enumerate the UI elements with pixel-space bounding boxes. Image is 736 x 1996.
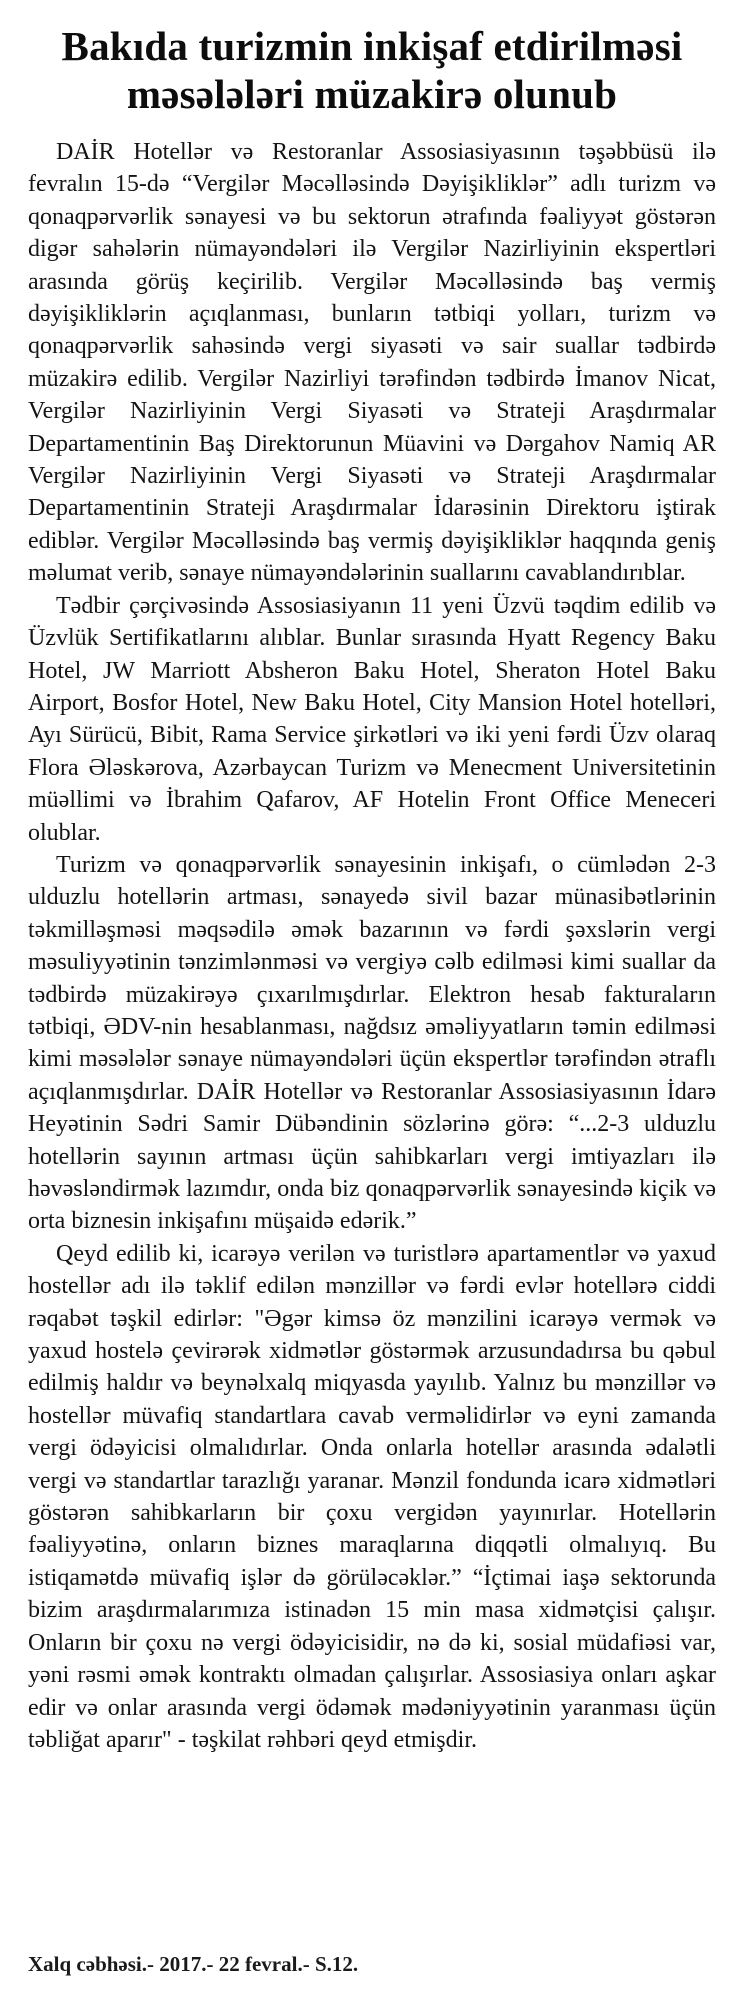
article-source: Xalq cəbhəsi.- 2017.- 22 fevral.- S.12. [28,1952,359,1976]
article-paragraph: Tədbir çərçivəsində Assosiasiyanın 11 yeni Üzvü təqdim edilib və Üzvlük Sertifikatlarını alıblar. Bunlar sırasında Hyatt Regency Baku Hotel, JW Marriott Absheron Baku Hotel, Sheraton Hotel Baku Airport, Bosfor Hotel, New Baku Hotel, City Mansion Hotel hotelləri, Ayı Sürücü, Bibit, Rama Service şirkətləri və iki yeni fərdi Üzv olaraq Flora Ələskərova, Azərbaycan Turizm və Menecment Universitetinin müəllimi və İbrahim Qafarov, AF Hotelin Front Office Meneceri olublar. [28,592,716,846]
headline-line: Bakıda turizmin inkişaf etdirilməsi [61,23,683,69]
article-paragraph: Turizm və qonaqpərvərlik sənayesinin inkişafı, o cümlədən 2-3 ulduzlu hotellərin artması, sənayedə sivil bazar münasibətlərinin təkmilləşməsi məqsədilə əmək bazarının və fərdi şəxslərin vergi məsuliyyətinin tənzimlənməsi və vergiyə cəlb edilməsi kimi suallar da tədbirdə müzakirəyə çıxarılmışdırlar. Elektron hesab fakturaların tətbiqi, ƏDV-nin hesablanması, nağdsız əməliyyatların təmin edilməsi kimi məsələlər sənaye nümayəndələri üçün ekspertlər tərəfindən ətraflı açıqlanmışdırlar. DAİR Hotellər və Restoranlar Assosiasiyasının İdarə Heyətinin Sədri Samir Dübəndinin sözlərinə görə: “...2-3 ulduzlu hotellərin sayının artması üçün sahibkarları vergi imtiyazları ilə həvəsləndirmək lazımdır, onda biz qonaqpərvərlik sənayesində kiçik və orta biznesin inkişafını müşaidə edərik.” [28,851,716,1235]
article-paragraph: Qeyd edilib ki, icarəyə verilən və turistlərə apartamentlər və yaxud hostellər adı ilə təklif edilən mənzillər və fərdi evlər hotellərə ciddi rəqabət təşkil edirlər: "Əgər kimsə öz mənzilini icarəyə vermək və yaxud hostelə çevirərək xidmətlər göstərmək arzusundadırsa bu qəbul edilmiş haldır və beynəlxalq miqyasda yayılıb. Yalnız bu mənzillər və hostellər müvafiq standartlara cavab verməlidirlər və eyni zamanda vergi ödəyicisi olmalıdırlar. Onda onlarla hotellər arasında ədalətli vergi və standartlar tarazlığı yaranar. Mənzil fondunda icarə xidmətləri göstərən sahibkarların bir çoxu vergidən yayınırlar. Hotellərin fəaliyyətinə, onların biznes maraqlarına diqqətli olmalıyıq. Bu istiqamətdə müvafiq işlər də görüləcəklər.” “İçtimai iaşə sektorunda bizim araşdırmalarımıza istinadən 15 min masa xidmətçisi çalışır. Onların bir çoxu nə vergi ödəyicisidir, nə də ki, sosial müdafiəsi var, yəni rəsmi əmək kontraktı olmadan çalışırlar. Assosiasiya onları aşkar edir və onlar arasında vergi ödəmək mədəniyyətinin yaranması üçün təbliğat aparır" - təşkilat rəhbəri qeyd etmişdir. [28,1240,716,1753]
article-body [28,136,716,1756]
article [28,22,716,1756]
headline-line: məsələləri müzakirə olunub [126,71,618,117]
article-paragraph: DAİR Hotellər və Restoranlar Assosiasiyasının təşəbbüsü ilə fevralın 15-də “Vergilər Məcəlləsində Dəyişikliklər” adlı turizm və qonaqpərvərlik sənayesi və bu sektorun ətrafında fəaliyyət göstərən digər sahələrin nümayəndələri ilə Vergilər Nazirliyinin ekspertləri arasında görüş keçirilib. Vergilər Məcəlləsində baş vermiş dəyişikliklərin açıqlanması, bunların tətbiqi yolları, turizm və qonaqpərvərlik sahəsində vergi siyasəti və sair suallar tədbirdə müzakirə edilib. Vergilər Nazirliyi tərəfindən tədbirdə İmanov Nicat, Vergilər Nazirliyinin Vergi Siyasəti və Strateji Araşdırmalar Departamentinin Baş Direktorunun Müavini və Dərgahov Namiq AR Vergilər Nazirliyinin Vergi Siyasəti və Strateji Araşdırmalar Departamentinin Strateji Araşdırmalar İdarəsinin Direktoru iştirak ediblər. Vergilər Məcəlləsində baş vermiş dəyişikliklər haqqında geniş məlumat verib, sənaye nümayəndələrinin suallarını cavablandırıblar. [28,139,716,587]
article-headline [28,22,716,118]
